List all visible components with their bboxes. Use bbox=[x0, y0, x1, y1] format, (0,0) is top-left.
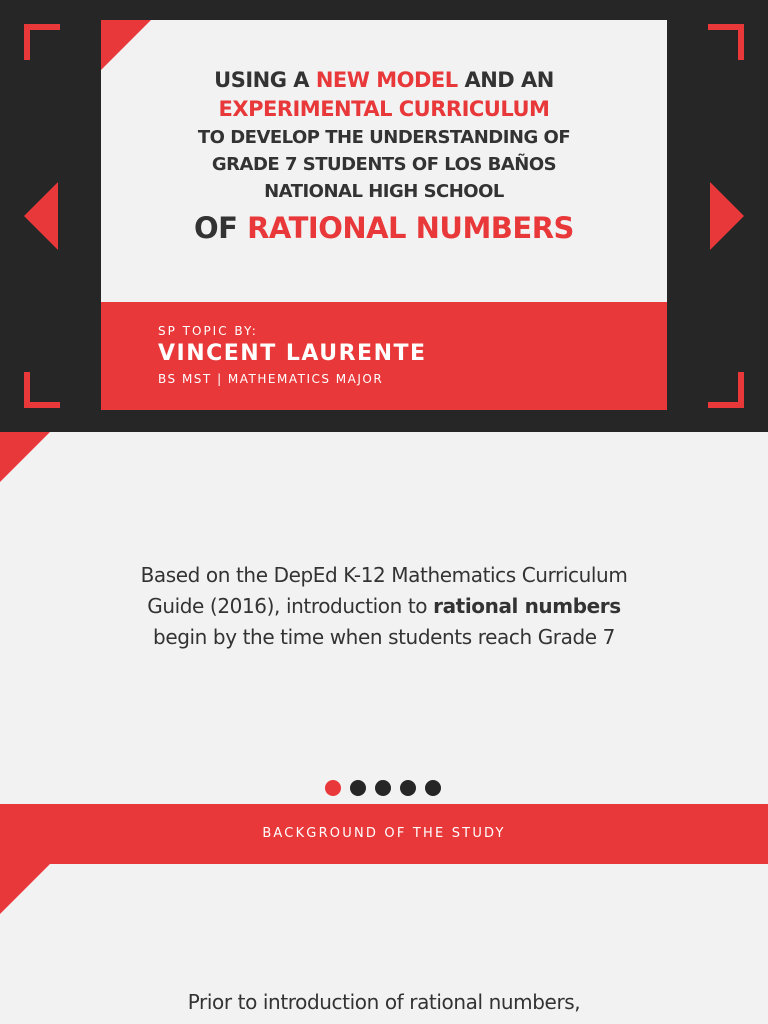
slide-body-text: Prior to introduction of rational numbers, bbox=[187, 990, 581, 1014]
title-line-3: TO DEVELOP THE UNDERSTANDING OF bbox=[197, 127, 571, 148]
pagination-dot-5[interactable] bbox=[425, 780, 441, 796]
corner-bracket-bottom-left bbox=[24, 372, 60, 408]
corner-bracket-top-right bbox=[708, 24, 744, 60]
author-name: VINCENT LAURENTE bbox=[158, 341, 427, 366]
presentation-title bbox=[101, 66, 667, 249]
corner-triangle-decoration bbox=[0, 432, 50, 482]
pagination-dot-3[interactable] bbox=[375, 780, 391, 796]
title-line-6: OF RATIONAL NUMBERS bbox=[194, 211, 574, 245]
title-line-5: NATIONAL HIGH SCHOOL bbox=[264, 181, 504, 202]
title-line-4: GRADE 7 STUDENTS OF LOS BAÑOS bbox=[211, 154, 557, 175]
title-card bbox=[101, 20, 667, 410]
author-bar bbox=[101, 302, 667, 410]
slide-pagination-dots bbox=[325, 780, 441, 796]
slide-body-text: Based on the DepEd K-12 Mathematics Curriculum Guide (2016), introduction to rational numbers begin by the time when students reach Grade 7 bbox=[140, 563, 628, 649]
title-highlight-new-model: NEW MODEL bbox=[315, 68, 458, 92]
previous-slide-arrow-icon[interactable] bbox=[24, 182, 58, 250]
corner-bracket-bottom-right bbox=[708, 372, 744, 408]
pagination-dot-4[interactable] bbox=[400, 780, 416, 796]
next-slide-arrow-icon[interactable] bbox=[710, 182, 744, 250]
pagination-dot-1[interactable] bbox=[325, 780, 341, 796]
next-slide bbox=[0, 864, 768, 1024]
emphasis-rational-numbers: rational numbers bbox=[433, 594, 621, 618]
title-highlight-rational-numbers: RATIONAL NUMBERS bbox=[247, 211, 574, 245]
sp-topic-label: SP TOPIC BY: bbox=[158, 324, 258, 338]
title-slide bbox=[0, 0, 768, 432]
title-line-2: EXPERIMENTAL CURRICULUM bbox=[218, 97, 550, 121]
background-slide bbox=[0, 432, 768, 864]
corner-bracket-top-left bbox=[24, 24, 60, 60]
author-degree: BS MST | MATHEMATICS MAJOR bbox=[158, 372, 384, 386]
section-label-bar: BACKGROUND OF THE STUDY bbox=[0, 804, 768, 864]
corner-triangle-decoration bbox=[101, 20, 151, 70]
pagination-dot-2[interactable] bbox=[350, 780, 366, 796]
title-line-1: USING A NEW MODEL AND AN bbox=[214, 68, 554, 92]
corner-triangle-decoration bbox=[0, 864, 50, 914]
